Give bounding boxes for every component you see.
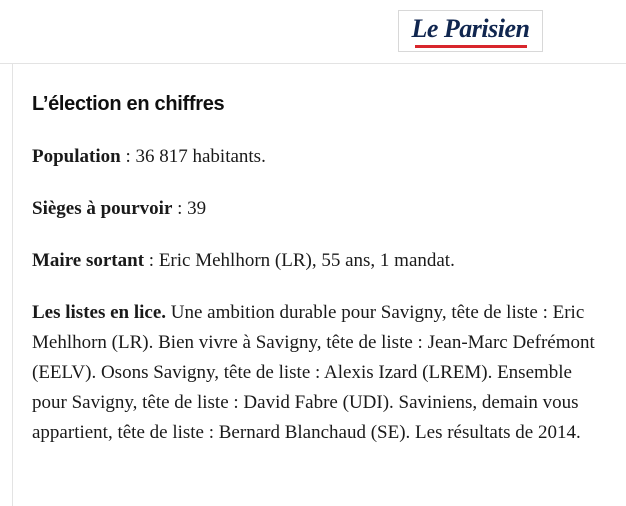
site-header (0, 0, 626, 64)
article-content-area (0, 64, 626, 506)
left-divider (12, 64, 13, 506)
fact-seats-label: Sièges à pourvoir (32, 198, 173, 219)
fact-seats-value: : 39 (172, 198, 207, 219)
fact-outgoing-mayor-value: : Eric Mehlhorn (LR), 55 ans, 1 mandat. (144, 250, 455, 271)
logo-underline (415, 45, 527, 48)
fact-seats (32, 194, 598, 224)
fact-outgoing-mayor-label: Maire sortant (32, 250, 145, 271)
fact-population-label: Population (32, 146, 121, 167)
logo-wordmark: Le Parisien (411, 14, 530, 43)
page-title: L’élection en chiffres (32, 93, 225, 115)
candidate-lists-lead: Les listes en lice. (32, 302, 167, 323)
fact-population (32, 142, 598, 172)
candidate-lists-text: Une ambition durable pour Savigny, tête de liste : Eric Mehlhorn (LR). Bien vivre à Savigny, tête de liste : Jean-Marc Defrémont (EELV). Osons Savigny, tête de liste : Alexis Izard (LREM). Ensemble pour Savigny, tête de liste : David Fabre (UDI). Saviniens, demain vous appartient, tête de liste : Bernard Blanchaud (SE). Les résultats de 2014. (32, 302, 595, 443)
fact-outgoing-mayor (32, 246, 598, 276)
le-parisien-logo[interactable] (398, 10, 543, 52)
fact-population-value: : 36 817 habitants. (120, 146, 266, 167)
article-body (32, 64, 598, 448)
candidate-lists-paragraph (32, 298, 598, 448)
